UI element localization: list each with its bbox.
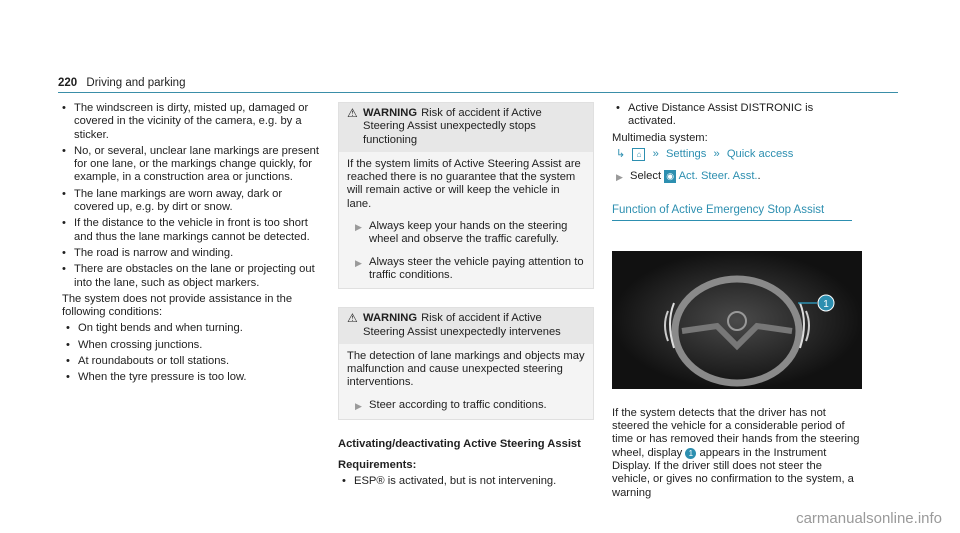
select-word: Select <box>630 170 662 183</box>
column-3: • Active Distance Assist DISTRONIC is activated. Multimedia system: ↳ ⌂ » Settings » Quick access ▶ Select ◉ Act. Steer. Asst.. Function of Active Emergency Stop Assist 1 If the system detects that the driver has not steered the vehicle for a considerable period of time or has removed their hands from the steering wheel, display 1 appears in the Instrument Display. If the driver still does not steer the vehicle, or gives no confirmation to the system, a warning <box>612 102 862 503</box>
limits-list <box>62 102 320 290</box>
warning-label: WARNING <box>363 312 418 325</box>
steering-wheel-illustration <box>612 251 862 389</box>
arrow-right-icon: ▶ <box>355 400 362 411</box>
warning-body: The detection of lane markings and objects may malfunction and cause unexpected steering interventions. <box>347 349 585 389</box>
warning-box-2 <box>338 307 594 420</box>
warning-action: Steer according to traffic conditions. <box>369 398 547 411</box>
watermark: carmanualsonline.info <box>796 510 942 527</box>
column-2 <box>338 102 594 491</box>
warning-title: Risk of accident if Active Steering Assist unexpectedly stops functioning <box>363 107 542 146</box>
arrow-right-icon: ▶ <box>355 222 362 233</box>
list-item: • The lane markings are worn away, dark or covered up, e.g. by dirt or snow. <box>62 188 320 215</box>
warning-title: Risk of accident if Active Steering Assist unexpectedly intervenes <box>363 312 561 338</box>
warning-icon: ⚠ <box>347 311 358 326</box>
warning-action: Always steer the vehicle paying attention to traffic conditions. <box>369 255 584 281</box>
list-item: • When crossing junctions. <box>66 339 320 352</box>
list-item: • The road is narrow and winding. <box>62 247 320 260</box>
path-settings: Settings <box>665 147 707 160</box>
warning-label: WARNING <box>363 107 418 119</box>
warning-action: Always keep your hands on the steering wheel and observe the traffic carefully. <box>369 220 568 246</box>
list-item: • On tight bends and when turning. <box>66 322 320 335</box>
conditions-list <box>62 322 320 384</box>
requirements-label: Requirements: <box>338 459 417 472</box>
callout-badge: 1 <box>685 448 696 459</box>
column-1 <box>62 102 320 388</box>
return-arrow-icon: ↳ <box>616 147 626 160</box>
page-header <box>58 77 185 89</box>
menu-path <box>612 148 862 161</box>
list-item: • If the distance to the vehicle in front is too short and thus the lane markings cannot be detected. <box>62 217 320 244</box>
header-divider <box>58 92 898 93</box>
multimedia-label: Multimedia system: <box>612 131 708 144</box>
list-item: • The windscreen is dirty, misted up, damaged or covered in the vicinity of the camera, e.g. by a sticker. <box>62 102 320 142</box>
select-target: Act. Steer. Asst. <box>678 170 758 183</box>
body-text: appears in the Instrument Display. If the driver still does not steer the vehicle, or gives no confirmation to the system, a warning <box>612 446 854 499</box>
callout-number: 1 <box>823 298 829 310</box>
path-quick-access: Quick access <box>726 147 794 160</box>
list-item: • At roundabouts or toll stations. <box>66 355 320 368</box>
body-text: If the system detects that the driver has not steered the vehicle for a considerable period of time or has removed their hands from the steering wheel, display <box>612 406 860 459</box>
conditions-intro: The system does not provide assistance in the following conditions: <box>62 292 293 319</box>
section-title: Function of Active Emergency Stop Assist <box>612 204 852 220</box>
section-heading: Activating/deactivating Active Steering Assist <box>338 438 581 451</box>
list-item: • Active Distance Assist DISTRONIC is activated. <box>616 102 862 129</box>
arrow-right-icon: ▶ <box>616 172 623 183</box>
warning-icon: ⚠ <box>347 106 358 120</box>
list-item: • No, or several, unclear lane markings are present for one lane, or the markings change quickly, for example, in a construction area or junctions. <box>62 145 320 185</box>
list-item: • There are obstacles on the lane or projecting out into the lane, such as object markers. <box>62 263 320 290</box>
chapter-title: Driving and parking <box>86 77 186 89</box>
list-item: • ESP® is activated, but is not intervening. <box>342 475 594 488</box>
steering-wheel-icon: ◉ <box>664 170 676 183</box>
home-icon: ⌂ <box>632 148 645 161</box>
warning-body: If the system limits of Active Steering Assist are reached there is no guarantee that the system will remain active or will keep the vehicle in lane. <box>347 157 581 210</box>
page-number: 220 <box>58 77 78 89</box>
chevron-icon: » <box>713 147 720 160</box>
warning-box-1 <box>338 102 594 289</box>
arrow-right-icon: ▶ <box>355 257 362 268</box>
list-item: • When the tyre pressure is too low. <box>66 371 320 384</box>
chevron-icon: » <box>652 147 659 160</box>
